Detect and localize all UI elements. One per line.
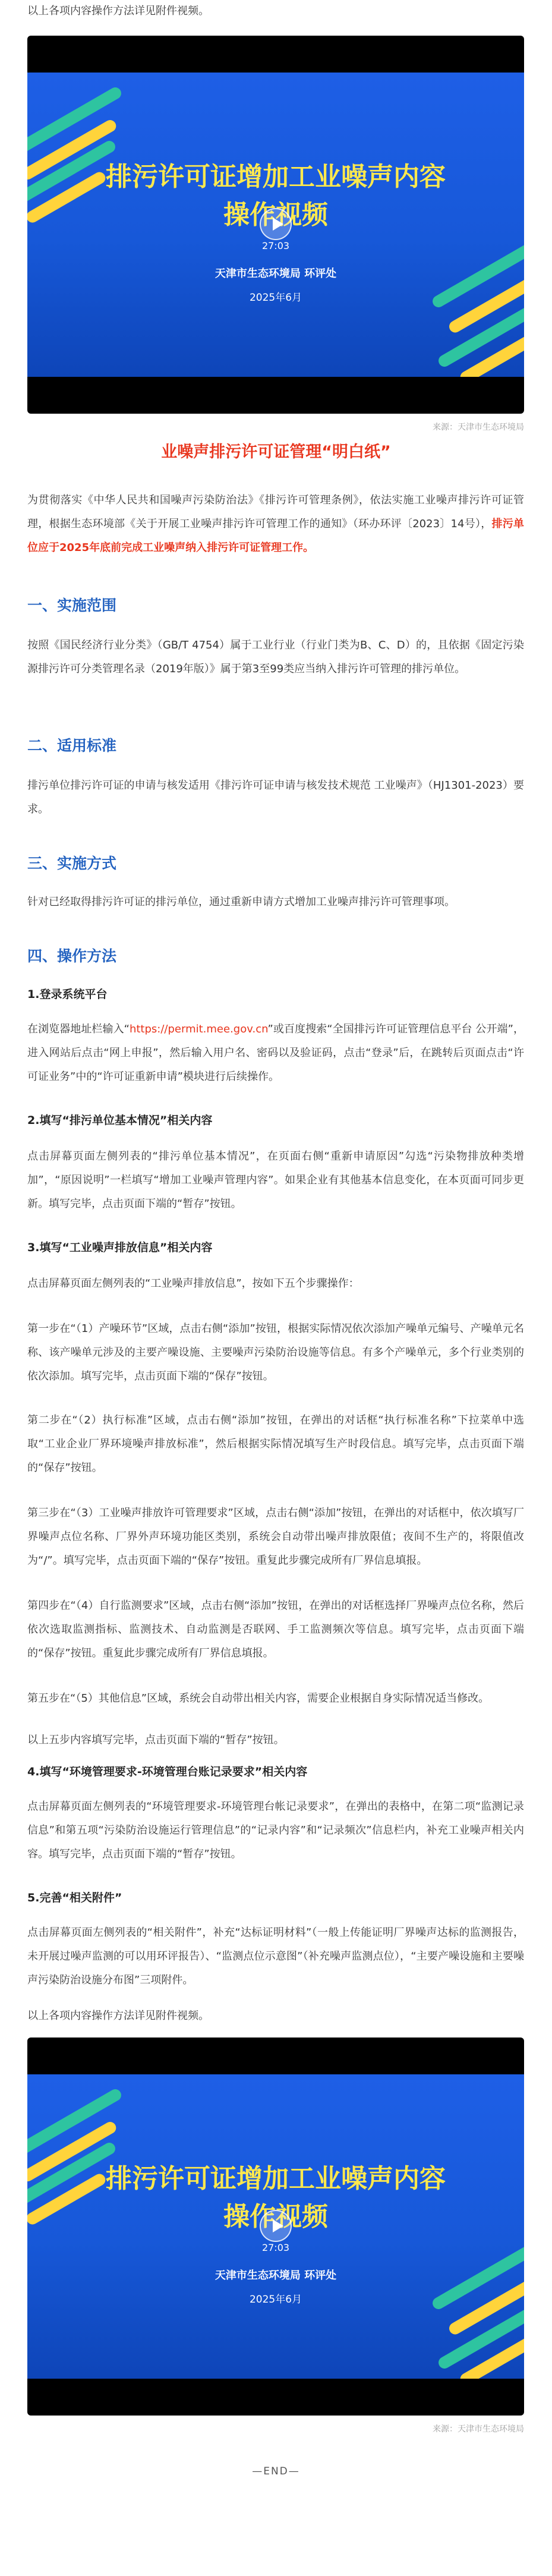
step3-p4: 第四步在“（4）自行监测要求”区域，点击右侧“添加”按钮，在弹出的对话框选择厂界噪声点位名称，然后依次选取监测指标、监测技术、自动监测是否联网、手工监测频次等信息。填写完毕，点击页面下端的“保存”按钮。重复此步骤完成所有厂界信息填报。 xyxy=(27,1599,524,1659)
step3-p6: 以上五步内容填写完毕，点击页面下端的“暂存”按钮。 xyxy=(27,1734,285,1746)
intro-text: 为贯彻落实《中华人民共和国噪声污染防治法》《排污许可管理条例》，依法实施工业噪声排污许可证管理，根据生态环境部《关于开展工业噪声排污许可管理工作的通知》（环办环评〔2023〕14号）， xyxy=(27,494,524,530)
video-title-line2: 操作视频 xyxy=(223,200,328,230)
outro-text: 以上各项内容操作方法详见附件视频。 xyxy=(27,2010,209,2022)
video2-title-line1: 排污许可证增加工业噪声内容 xyxy=(106,2164,446,2194)
video2-duration: 27:03 xyxy=(261,2242,290,2253)
play-icon[interactable] xyxy=(260,208,292,240)
step1-pre: 在浏览器地址栏输入“ xyxy=(27,1023,130,1035)
step3-p3: 第三步在“（3）工业噪声排放许可管理要求”区域，点击右侧“添加”按钮，在弹出的对话框中，依次填写厂界噪声点位名称、厂界外声环境功能区类别，系统会自动带出噪声排放限值；夜间不生产的，将限值改为“/”。填写完毕，点击页面下端的“保存”按钮。重复此步骤完成所有厂界信息填报。 xyxy=(27,1507,524,1567)
video2-title-line2: 操作视频 xyxy=(223,2202,328,2232)
section-body-scope: 按照《国民经济行业分类》（GB/T 4754）属于工业行业（行业门类为B、C、D）的，且依据《固定污染源排污许可分类管理名录（2019年版）》属于第3至99类应当纳入排污许可管理的排污单位。 xyxy=(27,639,524,675)
step1-post: ”或百度搜索“全国排污许可证管理信息平台 公开端”，进入网站后点击“网上申报”，然后输入用户名、密码以及验证码，点击“登录”后，在跳转后页面点击“许可证业务”中的“许可证重新申请”模块进行后续操作。 xyxy=(27,1023,524,1083)
step3-p1: 第一步在“（1）产噪环节”区域，点击右侧“添加”按钮，根据实际情况依次添加产噪单元编号、产噪单元名称、该产噪单元涉及的主要产噪设施、主要噪声污染防治设施等信息。有多个产噪单元，多个行业类别的依次添加。填写完毕，点击页面下端的“保存”按钮。 xyxy=(27,1322,524,1383)
doc-title: 业噪声排污许可证管理“明白纸” xyxy=(161,443,391,461)
video-source-caption: 来源：天津市生态环境局 xyxy=(433,423,524,432)
video-player[interactable] xyxy=(27,36,524,414)
step2-body: 点击屏幕页面左侧列表的“排污单位基本情况”，在页面右侧“重新申请原因”勾选“污染物排放种类增加”，“原因说明”一栏填写“增加工业噪声管理内容”。如果企业有其他基本信息变化，在本页面可同步更新。填写完毕，点击页面下端的“暂存”按钮。 xyxy=(27,1150,524,1210)
video-title-line1: 排污许可证增加工业噪声内容 xyxy=(106,162,446,192)
permit-site-link[interactable]: https://permit.mee.gov.cn xyxy=(129,1023,268,1035)
section-heading-standard: 二、适用标准 xyxy=(27,737,117,754)
step3-p2: 第二步在“（2）执行标准”区域，点击右侧“添加”按钮，在弹出的对话框“执行标准名称”下拉菜单中选取“工业企业厂界环境噪声排放标准”，然后根据实际情况填写生产时段信息。填写完毕，点击页面下端的“保存”按钮。 xyxy=(27,1414,524,1474)
step1-body xyxy=(27,1018,524,1089)
play-icon-2[interactable] xyxy=(260,2210,292,2242)
video2-source-caption: 来源：天津市生态环境局 xyxy=(433,2424,524,2434)
step2-title: 2.填写“排污单位基本情况”相关内容 xyxy=(27,1114,213,1127)
step5-body: 点击屏幕页面左侧列表的“相关附件”，补充“达标证明材料”（一般上传能证明厂界噪声达标的监测报告，未开展过噪声监测的可以用环评报告）、“监测点位示意图”（补充噪声监测点位），“主要产噪设施和主要噪声污染防治设施分布图”三项附件。 xyxy=(27,1926,524,1986)
section-heading-method: 三、实施方式 xyxy=(27,855,117,872)
video-duration: 27:03 xyxy=(261,240,290,251)
section-body-method: 针对已经取得排污许可证的排污单位，通过重新申请方式增加工业噪声排污许可管理事项。 xyxy=(27,896,455,908)
intro-highlight: 排污单位应于2025年底前完成工业噪声纳入排污许可证管理工作。 xyxy=(27,518,524,554)
section-heading-operation: 四、操作方法 xyxy=(27,947,117,965)
video2-date: 2025年6月 xyxy=(249,2294,302,2306)
section-heading-scope: 一、实施范围 xyxy=(27,597,117,614)
section-body-standard: 排污单位排污许可证的申请与核发适用《排污许可证申请与核发技术规范 工业噪声》（HJ1301-2023）要求。 xyxy=(27,779,524,815)
video-date: 2025年6月 xyxy=(249,292,302,304)
end-mark: —END— xyxy=(252,2465,300,2477)
step3-title: 3.填写“工业噪声排放信息”相关内容 xyxy=(27,1241,213,1254)
video-org: 天津市生态环境局 环评处 xyxy=(215,267,337,280)
step3-p5: 第五步在“（5）其他信息”区域，系统会自动带出相关内容，需要企业根据自身实际情况适当修改。 xyxy=(27,1692,490,1705)
step3-lead: 点击屏幕页面左侧列表的“工业噪声排放信息”，按如下五个步骤操作： xyxy=(27,1277,359,1290)
video-player-2[interactable] xyxy=(27,2038,524,2416)
step4-body: 点击屏幕页面左侧列表的“环境管理要求-环境管理台帐记录要求”，在弹出的表格中，在第二项“监测记录信息”和第五项“污染防治设施运行管理信息”的“记录内容”和“记录频次”信息栏内，补充工业噪声相关内容。填写完毕，点击页面下端的“暂存”按钮。 xyxy=(27,1800,524,1860)
step4-title: 4.填写“环境管理要求-环境管理台账记录要求”相关内容 xyxy=(27,1765,308,1778)
intro-top-text: 以上各项内容操作方法详见附件视频。 xyxy=(27,5,209,17)
step1-title: 1.登录系统平台 xyxy=(27,988,108,1001)
intro-paragraph xyxy=(27,489,524,560)
step5-title: 5.完善“相关附件” xyxy=(27,1891,122,1904)
video2-org: 天津市生态环境局 环评处 xyxy=(215,2269,337,2282)
